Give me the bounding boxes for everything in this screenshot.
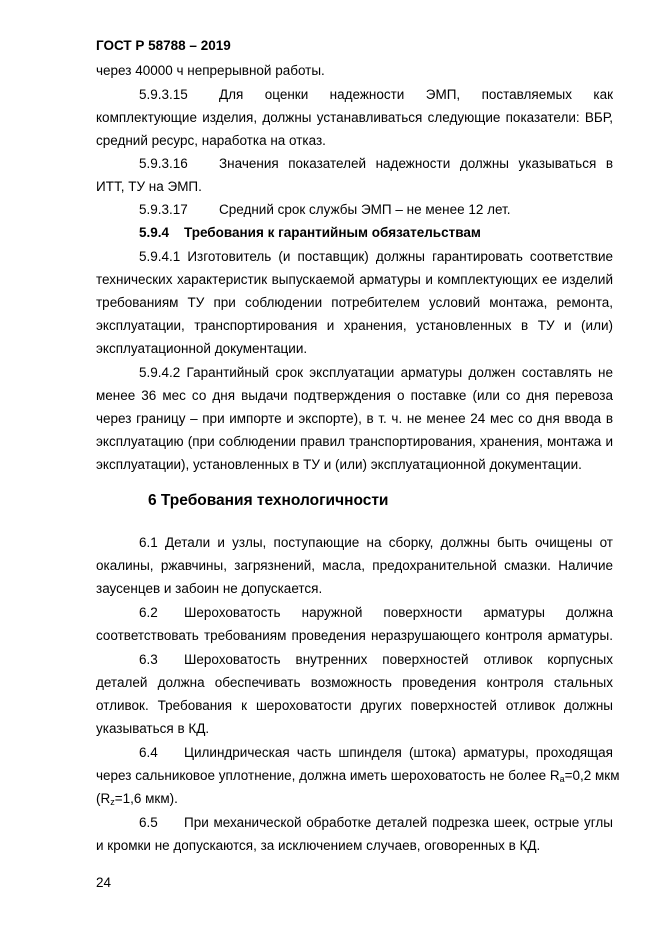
text-fragment: (R [96, 791, 111, 806]
paragraph-6-3 [139, 651, 613, 668]
text-line: ИТТ, ТУ на ЭМП. [96, 179, 202, 194]
text-line: эксплуатационной документации. [96, 341, 308, 356]
document-header: ГОСТ Р 58788 – 2019 [96, 38, 231, 53]
text-line: Для оценки надежности ЭМП, поставляемых как [219, 87, 613, 102]
text-line: средний ресурс, наработка на отказ. [96, 133, 326, 148]
text-line: отливок. Требования к шероховатости других поверхностей отливок должны [96, 698, 613, 713]
text-line: требованиям ТУ при соблюдении потребителем условий монтажа, ремонта, [96, 295, 613, 310]
text-line: технических характеристик выпускаемой арматуры и комплектующих ее изделий [96, 272, 613, 287]
text-line-roughness-ra [96, 767, 620, 788]
text-line: Шероховатость внутренних поверхностей отливок корпусных [184, 652, 613, 667]
text-line: Значения показателей надежности должны указываться в [219, 156, 613, 171]
text-line: окалины, ржавчины, загрязнений, масла, предохранительной смазки. Наличие [96, 558, 613, 573]
text-line: Цилиндрическая часть шпинделя (штока) арматуры, проходящая [184, 745, 613, 760]
text-line: и кромки не допускаются, за исключением случаев, оговоренных в КД. [96, 838, 541, 853]
clause-number: 6.4 [139, 745, 158, 760]
subscript: z [110, 797, 115, 807]
text-line: 5.9.4.1 Изготовитель (и поставщик) должны гарантировать соответствие [139, 249, 613, 264]
text-fragment: =1,6 мкм). [114, 791, 178, 806]
text-line-roughness-rz [96, 790, 613, 811]
paragraph-5-9-3-15 [139, 86, 613, 103]
paragraph-6-2 [139, 604, 613, 621]
clause-number: 6.3 [139, 652, 158, 667]
text-line: указываться в КД. [96, 721, 210, 736]
text-line: через 40000 ч непрерывной работы. [96, 63, 325, 78]
clause-number: 6.5 [139, 815, 158, 830]
text-fragment: =0,2 мкм [564, 768, 620, 783]
paragraph-5-9-3-16 [139, 155, 613, 172]
text-line: Шероховатость наружной поверхности арматуры должна [184, 605, 613, 620]
text-line: эксплуатации), установленных в ТУ и (или) эксплуатационной документации. [96, 457, 582, 472]
paragraph-5-9-3-17 [139, 201, 613, 218]
text-line: При механической обработке деталей подрезка шеек, острые углы [184, 815, 613, 830]
text-line: эксплуатации, транспортирования и хранения, установленных в ТУ и (или) [96, 318, 613, 333]
text-line: заусенцев и забоин не допускается. [96, 581, 323, 596]
text-fragment: через сальниковое уплотнение, должна иметь шероховатость не более R [96, 768, 560, 783]
subsection-heading-5-9-4 [139, 224, 613, 241]
clause-number: 5.9.3.16 [139, 156, 188, 171]
text-line: через границу – при импорте и экспорте), в т. ч. не менее 24 мес со дня ввода в [96, 411, 613, 426]
text-line: деталей должна обеспечивать возможность проведения контроля стальных [96, 675, 613, 690]
text-line: эксплуатацию (при соблюдении правил транспортирования, хранения, монтажа и [96, 434, 613, 449]
section-heading-6: 6 Требования технологичности [148, 492, 389, 509]
text-line: Средний срок службы ЭМП – не менее 12 лет. [219, 202, 511, 217]
paragraph-6-4 [139, 744, 613, 761]
page-number: 24 [96, 875, 112, 890]
text-line: 5.9.4.2 Гарантийный срок эксплуатации арматуры должен составлять не [139, 365, 613, 380]
clause-number: 6.2 [139, 605, 158, 620]
paragraph-6-5 [139, 814, 613, 831]
subsection-title: Требования к гарантийным обязательствам [184, 225, 481, 240]
text-line: комплектующие изделия, должны устанавливаться следующие показатели: ВБР, [96, 110, 613, 125]
text-line: менее 36 мес со дня выдачи подтверждения о поставке (или со дня перевоза [96, 388, 613, 403]
clause-number: 5.9.4 [139, 225, 170, 240]
clause-number: 5.9.3.17 [139, 202, 188, 217]
subscript: a [559, 774, 565, 784]
text-line: 6.1 Детали и узлы, поступающие на сборку, должны быть очищены от [139, 535, 613, 550]
clause-number: 5.9.3.15 [139, 87, 188, 102]
text-line: соответствовать требованиям проведения неразрушающего контроля арматуры. [96, 628, 613, 643]
